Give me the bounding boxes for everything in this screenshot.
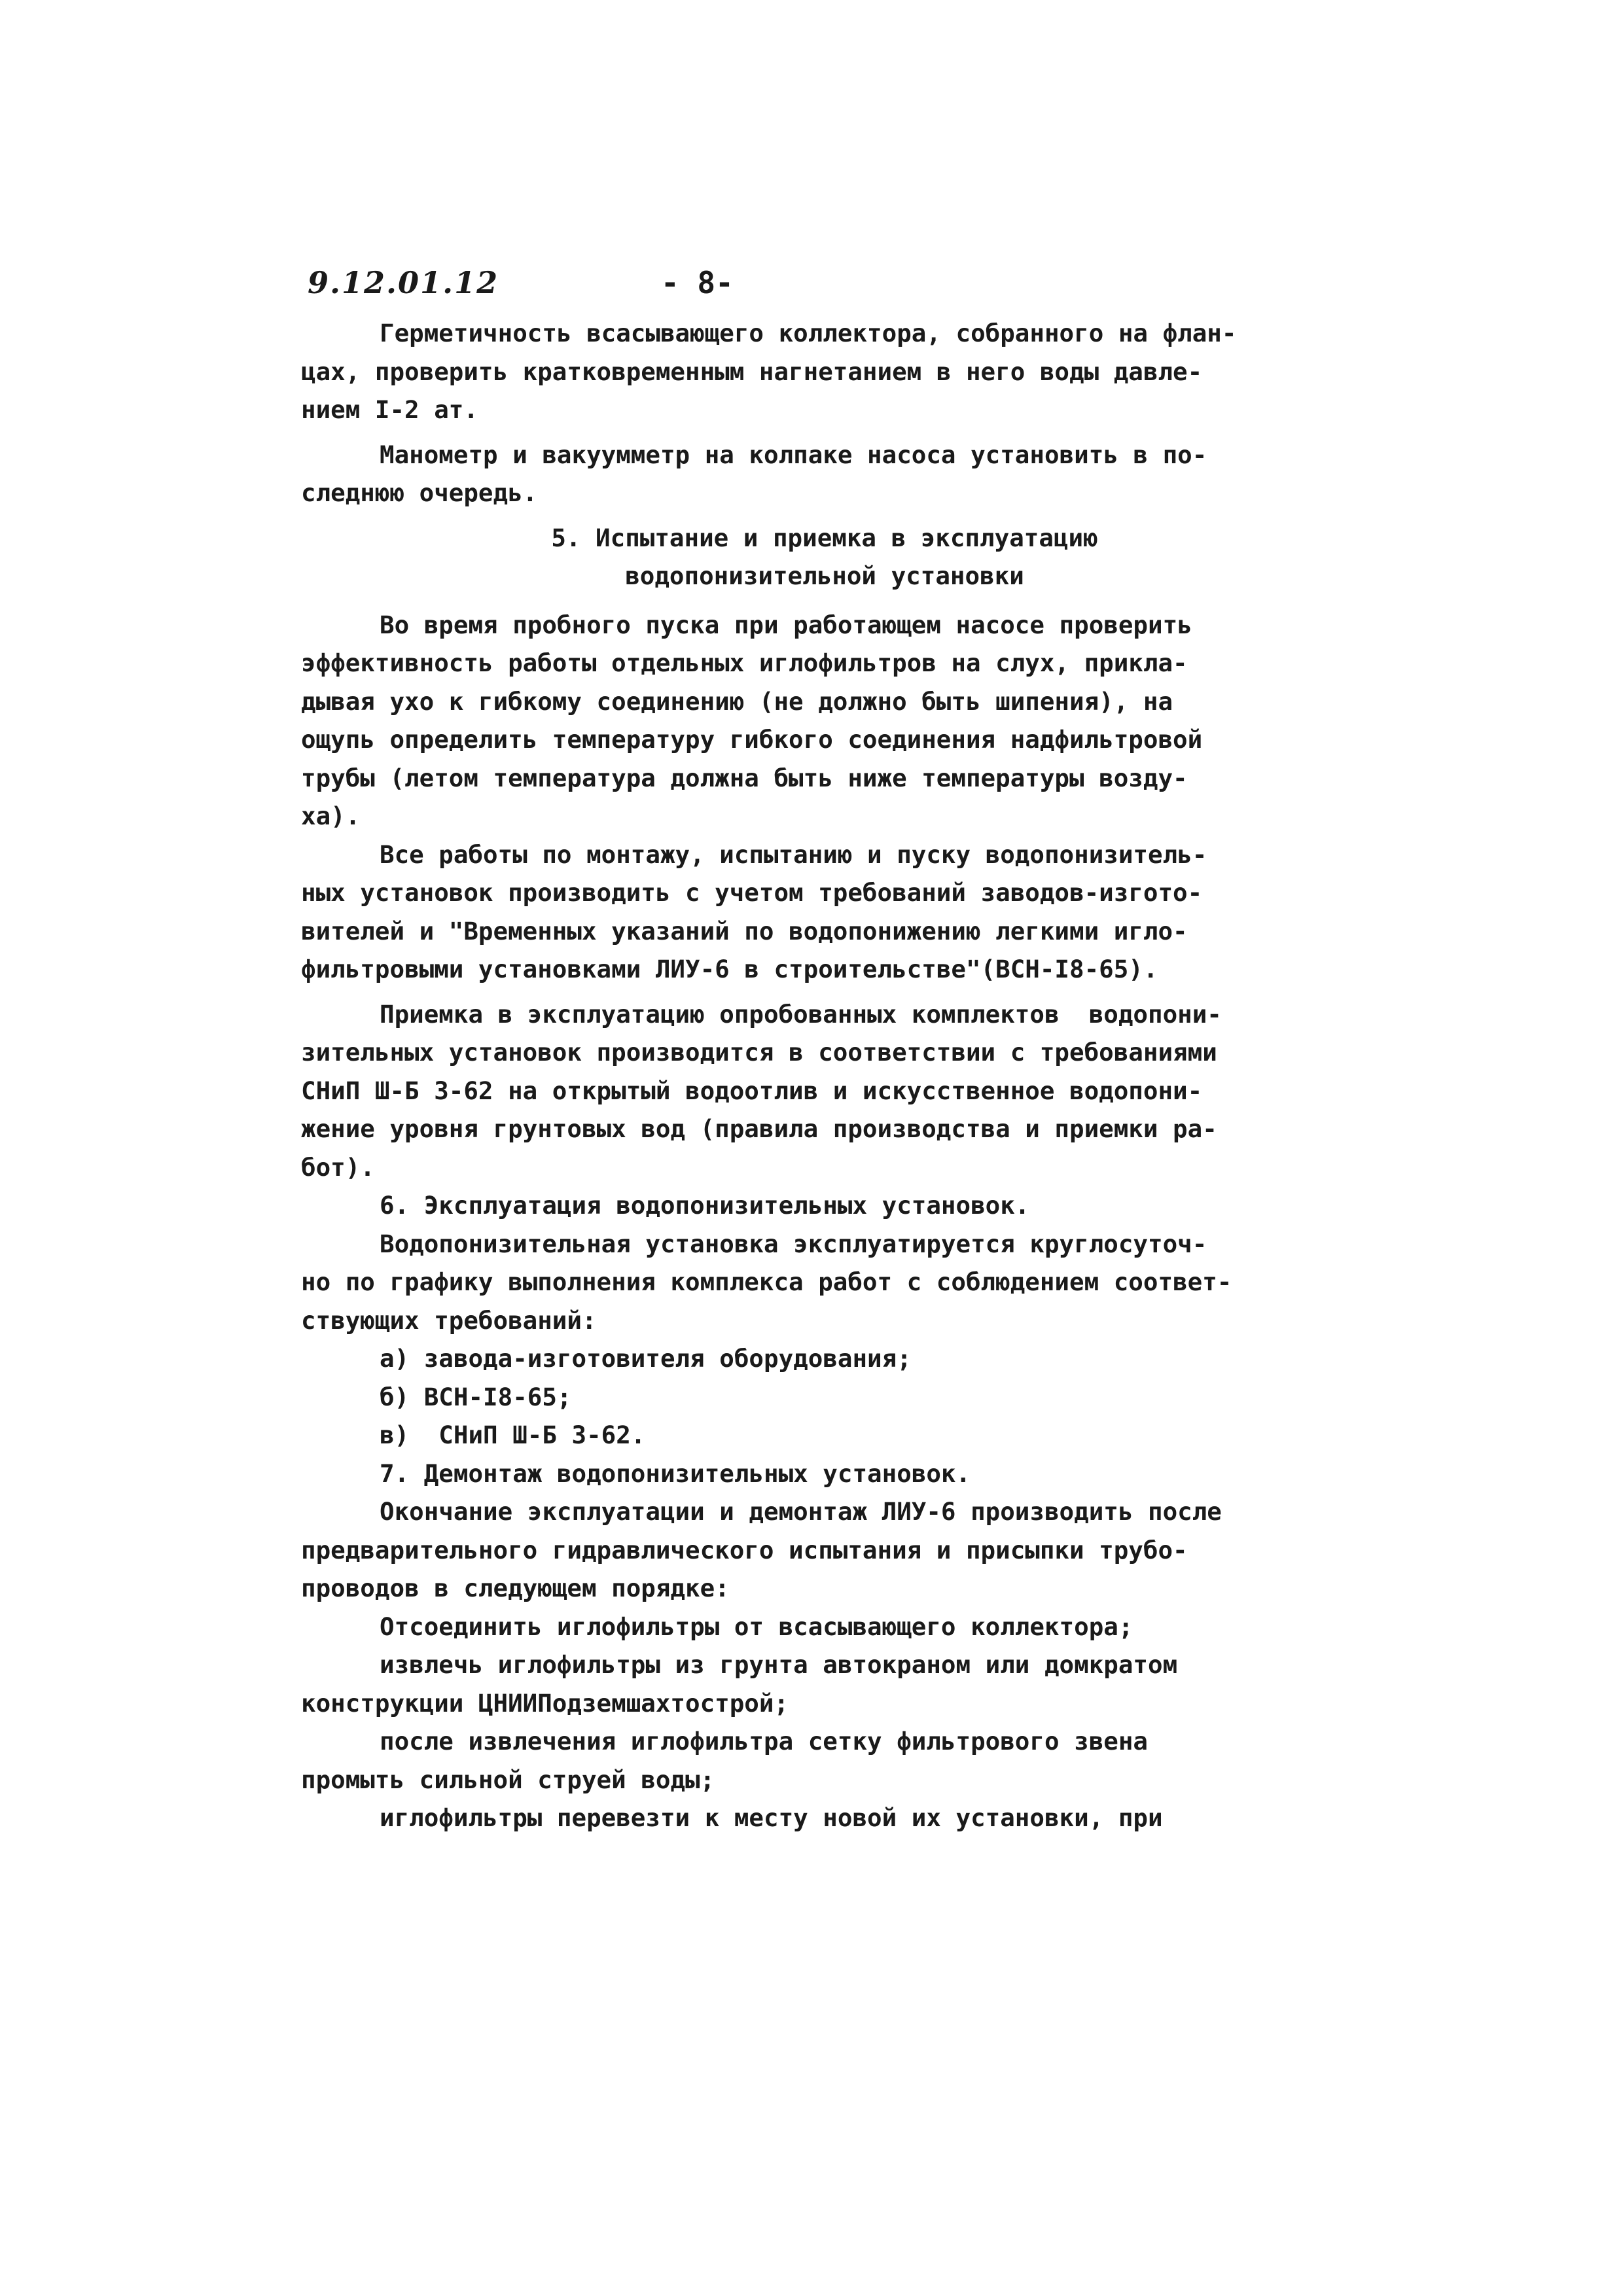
text-line: зительных установок производится в соответствии с требованиями <box>301 1038 1217 1067</box>
text-line: ощупь определить температуру гибкого соединения надфильтровой <box>301 725 1203 754</box>
document-body <box>301 314 1348 1837</box>
text-line: Герметичность всасывающего коллектора, собранного на флан- <box>380 319 1237 347</box>
list-item: в) СНиП Ш-Б 3-62. <box>380 1421 646 1449</box>
section-heading: 5. Испытание и приемка в эксплуатацию <box>551 523 1098 552</box>
text-line: Окончание эксплуатации и демонтаж ЛИУ-6 производить после <box>380 1497 1222 1526</box>
list-item: а) завода-изготовителя оборудования; <box>380 1344 912 1373</box>
text-line: Все работы по монтажу, испытанию и пуску водопонизитель- <box>380 839 1207 869</box>
section-heading: водопонизительной установки <box>625 561 1024 590</box>
section-heading: 7. Демонтаж водопонизительных установок. <box>380 1458 971 1488</box>
page-header <box>308 265 1355 311</box>
text-line: дывая ухо к гибкому соединению (не должно быть шипения), на <box>301 686 1173 716</box>
section-heading: 6. Эксплуатация водопонизительных установок. <box>380 1191 1030 1220</box>
text-line: Отсоединить иглофильтры от всасывающего коллектора; <box>380 1612 1133 1641</box>
text-line: жение уровня грунтовых вод (правила производства и приемки ра- <box>301 1114 1217 1143</box>
text-line: но по графику выполнения комплекса работ с соблюдением соответ- <box>301 1267 1232 1296</box>
text-line: нием I-2 ат. <box>301 395 478 424</box>
text-line: вителей и "Временных указаний по водопонижению легкими игло- <box>301 916 1188 945</box>
text-line: Водопонизительная установка эксплуатируется круглосуточ- <box>380 1229 1207 1258</box>
text-line: следнюю очередь. <box>301 478 538 507</box>
text-line: ха). <box>301 802 361 830</box>
text-line: Манометр и вакуумметр на колпаке насоса установить в по- <box>380 440 1207 469</box>
text-line: промыть сильной струей воды; <box>301 1765 715 1794</box>
text-line: цах, проверить кратковременным нагнетанием в него воды давле- <box>301 357 1203 386</box>
text-line: фильтровыми установками ЛИУ-6 в строительстве"(ВСН-I8-65). <box>301 955 1158 983</box>
text-line: предварительного гидравлического испытания и присыпки трубо- <box>301 1535 1188 1564</box>
text-line: Приемка в эксплуатацию опробованных комплектов водопони- <box>380 999 1222 1029</box>
text-line: проводов в следующем порядке: <box>301 1574 730 1602</box>
text-line: ствующих требований: <box>301 1305 597 1335</box>
document-code: 9.12.01.12 <box>308 265 499 300</box>
text-line: Во время пробного пуска при работающем насосе проверить <box>380 610 1192 639</box>
text-line: конструкции ЦНИИПодземшахтострой; <box>301 1688 789 1718</box>
text-line: СНиП Ш-Б 3-62 на открытый водоотлив и искусственное водопони- <box>301 1076 1203 1105</box>
text-line: ных установок производить с учетом требований заводов-изгото- <box>301 878 1203 907</box>
text-line: иглофильтры перевезти к месту новой их установки, при <box>380 1803 1163 1832</box>
text-line: трубы (летом температура должна быть ниже температуры возду- <box>301 763 1188 792</box>
page-number: - 8- <box>661 265 734 300</box>
text-line: извлечь иглофильтры из грунта автокраном или домкратом <box>380 1650 1178 1679</box>
text-line: бот). <box>301 1152 375 1182</box>
list-item: б) ВСН-I8-65; <box>380 1382 572 1411</box>
text-line: после извлечения иглофильтра сетку фильтрового звена <box>380 1727 1148 1756</box>
text-line: эффективность работы отдельных иглофильтров на слух, прикла- <box>301 648 1188 677</box>
